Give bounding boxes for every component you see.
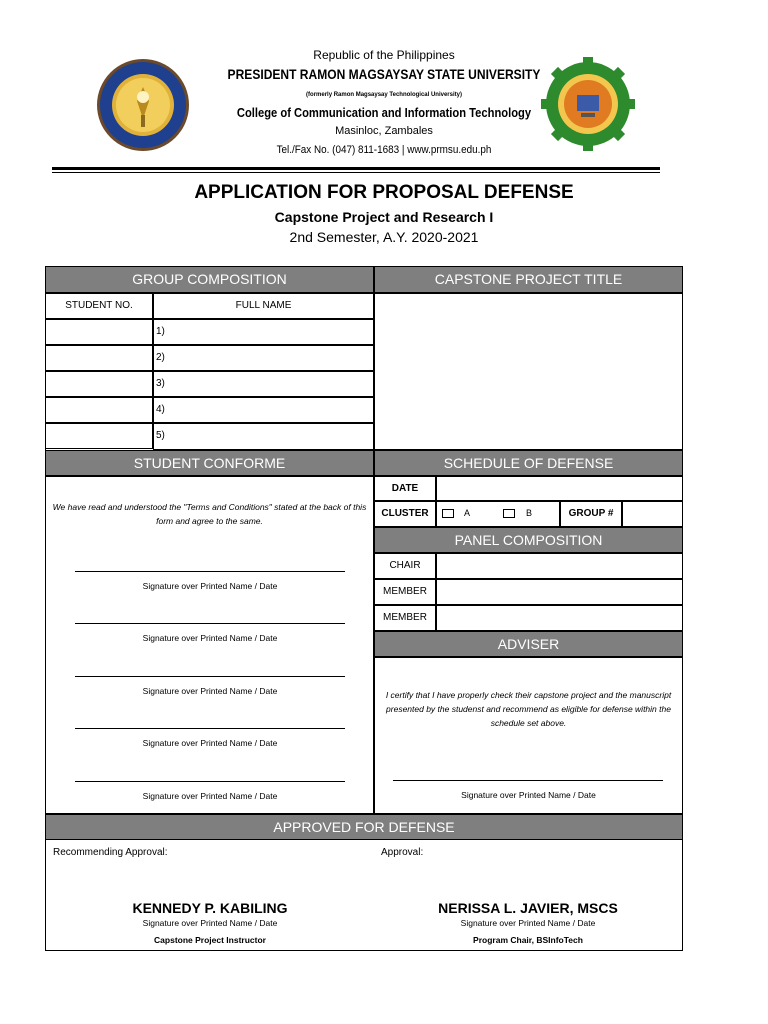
cluster-options-cell xyxy=(436,501,560,527)
group-number-field[interactable] xyxy=(622,501,683,527)
header-divider-thin xyxy=(52,172,660,173)
full-name-field[interactable] xyxy=(153,319,374,345)
university-name: PRESIDENT RAMON MAGSAYSAY STATE UNIVERSITY xyxy=(227,66,541,82)
capstone-title-header: CAPSTONE PROJECT TITLE xyxy=(374,266,683,293)
cluster-b-checkbox[interactable] xyxy=(503,509,515,518)
program-chair-role: Program Chair, BSInfoTech xyxy=(473,935,583,945)
form-term: 2nd Semester, A.Y. 2020-2021 xyxy=(289,229,479,245)
col-student-no: STUDENT NO. xyxy=(45,293,153,319)
student-signature-label: Signature over Printed Name / Date xyxy=(142,686,278,696)
panel-composition-header: PANEL COMPOSITION xyxy=(374,527,683,553)
contact-line: Tel./Fax No. (047) 811-1683 | www.prmsu.edu.ph xyxy=(276,144,492,156)
adviser-signature-line[interactable] xyxy=(393,780,663,781)
full-name-field[interactable] xyxy=(153,345,374,371)
chair-label-cell: CHAIR xyxy=(374,553,436,579)
adviser-statement: I certify that I have properly check their capstone project and the manuscript presented by the studenst and recommend as eligible for defense within the schedule set above. xyxy=(385,690,672,728)
recommending-approval-label: Recommending Approval: xyxy=(53,847,168,858)
approved-for-defense-header: APPROVED FOR DEFENSE xyxy=(45,814,683,840)
row-number-label: 4) xyxy=(156,404,165,415)
form-title: APPLICATION FOR PROPOSAL DEFENSE xyxy=(194,182,574,203)
full-name-field[interactable] xyxy=(153,371,374,397)
student-signature-line[interactable] xyxy=(75,728,345,729)
adviser-signature-label: Signature over Printed Name / Date xyxy=(461,790,596,800)
adviser-header: ADVISER xyxy=(374,631,683,657)
approval-label: Approval: xyxy=(381,847,424,858)
program-chair-signature-label: Signature over Printed Name / Date xyxy=(460,918,596,928)
col-full-name: FULL NAME xyxy=(153,293,374,319)
student-no-field[interactable] xyxy=(45,423,153,449)
student-signature-label: Signature over Printed Name / Date xyxy=(142,738,278,748)
student-signature-line[interactable] xyxy=(75,781,345,782)
student-signature-line[interactable] xyxy=(75,676,345,677)
row-number-label: 5) xyxy=(156,430,165,441)
republic-line: Republic of the Philippines xyxy=(313,48,455,62)
full-name-field[interactable] xyxy=(153,423,374,450)
row-number-label: 2) xyxy=(156,352,165,363)
date-field[interactable] xyxy=(436,476,683,501)
cluster-label-cell: CLUSTER xyxy=(374,501,436,527)
group-number-label-cell: GROUP # xyxy=(560,501,622,527)
member2-field[interactable] xyxy=(436,605,683,631)
member2-label-cell: MEMBER xyxy=(374,605,436,631)
student-no-field[interactable] xyxy=(45,397,153,423)
student-signature-label: Signature over Printed Name / Date xyxy=(142,791,278,801)
cluster-a-checkbox[interactable] xyxy=(442,509,454,518)
student-conforme-header: STUDENT CONFORME xyxy=(45,450,374,476)
header-divider-thick xyxy=(52,167,660,170)
student-signature-label: Signature over Printed Name / Date xyxy=(142,581,278,591)
full-name-field[interactable] xyxy=(153,397,374,423)
program-chair-name: NERISSA L. JAVIER, MSCS xyxy=(438,900,618,916)
row-number-label: 3) xyxy=(156,378,165,389)
student-no-field[interactable] xyxy=(45,345,153,371)
conforme-statement: We have read and understood the "Terms and Conditions" stated at the back of this form and agree to the same. xyxy=(52,502,367,526)
college-name: College of Communication and Information Technology xyxy=(236,105,532,120)
cluster-b-label: B xyxy=(526,508,533,518)
capstone-title-field[interactable] xyxy=(374,293,683,450)
instructor-name: KENNEDY P. KABILING xyxy=(132,900,288,916)
instructor-role: Capstone Project Instructor xyxy=(154,935,266,945)
student-no-field[interactable] xyxy=(45,371,153,397)
student-no-field[interactable] xyxy=(45,319,153,345)
formerly-line: (formerly Ramon Magsaysay Technological University) xyxy=(306,92,462,98)
row-number-label: 1) xyxy=(156,326,165,337)
member1-field[interactable] xyxy=(436,579,683,605)
schedule-of-defense-header: SCHEDULE OF DEFENSE xyxy=(374,450,683,476)
form-subtitle: Capstone Project and Research I xyxy=(274,209,494,225)
cluster-a-label: A xyxy=(464,508,471,518)
address-line: Masinloc, Zambales xyxy=(335,125,433,137)
chair-field[interactable] xyxy=(436,553,683,579)
student-signature-line[interactable] xyxy=(75,571,345,572)
student-signature-line[interactable] xyxy=(75,623,345,624)
date-label-cell: DATE xyxy=(374,476,436,501)
member1-label-cell: MEMBER xyxy=(374,579,436,605)
instructor-signature-label: Signature over Printed Name / Date xyxy=(142,918,278,928)
group-composition-header: GROUP COMPOSITION xyxy=(45,266,374,293)
student-signature-label: Signature over Printed Name / Date xyxy=(142,633,278,643)
